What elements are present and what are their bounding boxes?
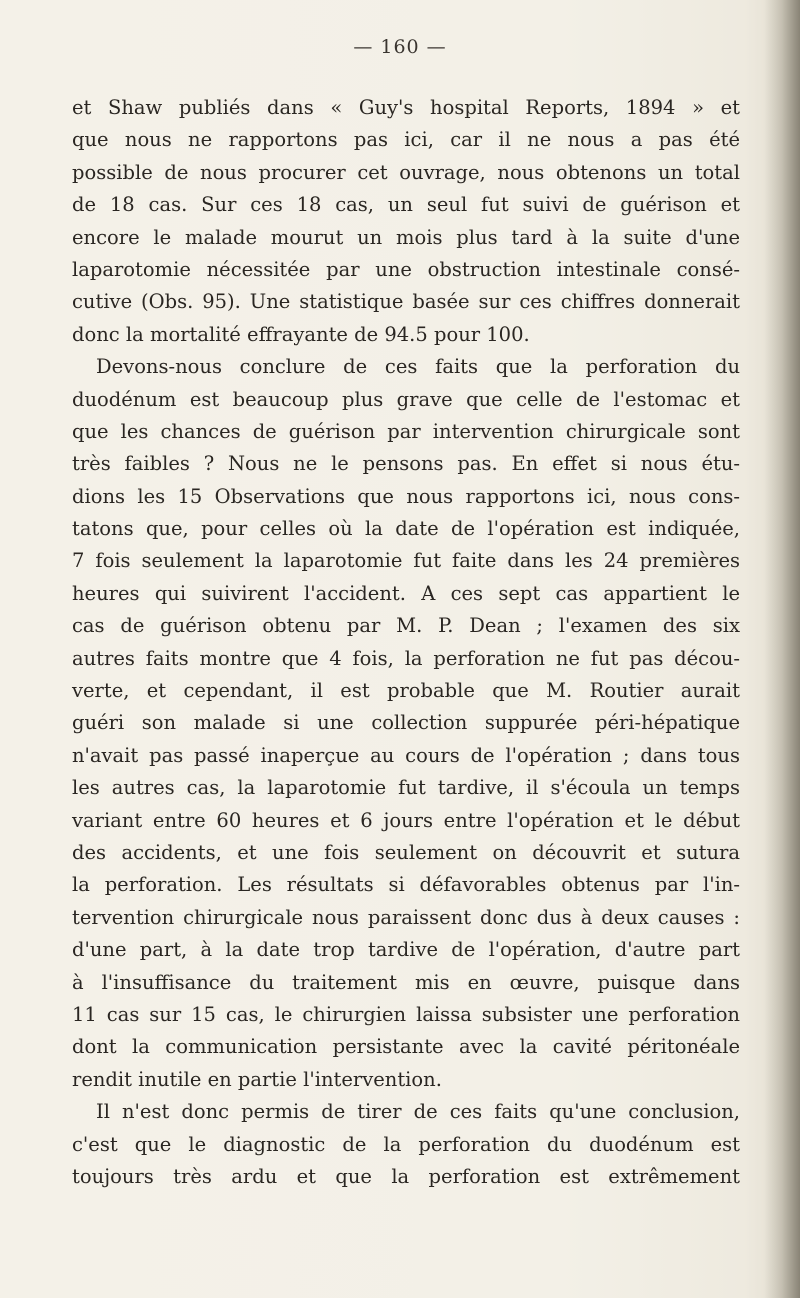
text-line: variant entre 60 heures et 6 jours entre l'opération et le début — [72, 808, 740, 832]
text-line: c'est que le diagnostic de la perforation du duodénum est — [72, 1132, 740, 1156]
text-line: toujours très ardu et que la perforation est extrêmement — [72, 1164, 740, 1188]
text-line: 11 cas sur 15 cas, le chirurgien laissa subsister une perforation — [72, 1002, 740, 1026]
text-line: dont la communication persistante avec la cavité péritonéale — [72, 1035, 740, 1059]
text-line: que les chances de guérison par intervention chirurgicale sont — [72, 419, 740, 443]
text-line: guéri son malade si une collection suppurée péri-hépatique — [72, 711, 740, 735]
text-line: rendit inutile en partie l'intervention. — [72, 1067, 442, 1091]
text-line: 7 fois seulement la laparotomie fut faite dans les 24 premières — [72, 549, 740, 573]
text-line: dions les 15 Observations que nous rapportons ici, nous cons- — [72, 484, 740, 508]
text-line: cutive (Obs. 95). Une statistique basée sur ces chiffres donnerait — [72, 290, 740, 314]
text-line: n'avait pas passé inaperçue au cours de l'opération ; dans tous — [72, 743, 740, 767]
text-line: à l'insuffisance du traitement mis en œuvre, puisque dans — [72, 970, 740, 994]
text-line: verte, et cependant, il est probable que M. Routier aurait — [72, 679, 740, 703]
text-line: autres faits montre que 4 fois, la perforation ne fut pas décou- — [72, 646, 740, 670]
text-line: donc la mortalité effrayante de 94.5 pour 100. — [72, 322, 530, 346]
text-line: de 18 cas. Sur ces 18 cas, un seul fut suivi de guérison et — [72, 193, 740, 217]
body-text — [72, 92, 740, 1193]
text-line: Devons-nous conclure de ces faits que la perforation du — [96, 355, 740, 379]
text-line: tervention chirurgicale nous paraissent donc dus à deux causes : — [72, 905, 740, 929]
text-line: et Shaw publiés dans « Guy's hospital Reports, 1894 » et — [72, 96, 740, 119]
text-line: duodénum est beaucoup plus grave que celle de l'estomac et — [72, 387, 740, 411]
text-line: la perforation. Les résultats si défavorables obtenus par l'in- — [72, 873, 740, 897]
page-number: — 160 — — [353, 36, 447, 58]
text-line: que nous ne rapportons pas ici, car il ne nous a pas été — [72, 128, 740, 152]
text-line: Il n'est donc permis de tirer de ces faits qu'une conclusion, — [96, 1100, 740, 1124]
text-line: les autres cas, la laparotomie fut tardive, il s'écoula un temps — [72, 776, 740, 800]
text-line: cas de guérison obtenu par M. P. Dean ; l'examen des six — [72, 614, 740, 638]
text-line: très faibles ? Nous ne le pensons pas. En effet si nous étu- — [72, 452, 740, 476]
text-line: des accidents, et une fois seulement on découvrit et sutura — [72, 840, 740, 864]
text-line: possible de nous procurer cet ouvrage, nous obtenons un total — [72, 160, 740, 184]
text-line: d'une part, à la date trop tardive de l'opération, d'autre part — [72, 938, 740, 962]
text-line: heures qui suivirent l'accident. A ces sept cas appartient le — [72, 581, 740, 605]
text-line: encore le malade mourut un mois plus tard à la suite d'une — [72, 225, 740, 249]
text-line: tatons que, pour celles où la date de l'opération est indiquée, — [72, 517, 740, 541]
text-line: laparotomie nécessitée par une obstruction intestinale consé- — [72, 257, 740, 281]
page-edge-shadow — [764, 0, 800, 1298]
